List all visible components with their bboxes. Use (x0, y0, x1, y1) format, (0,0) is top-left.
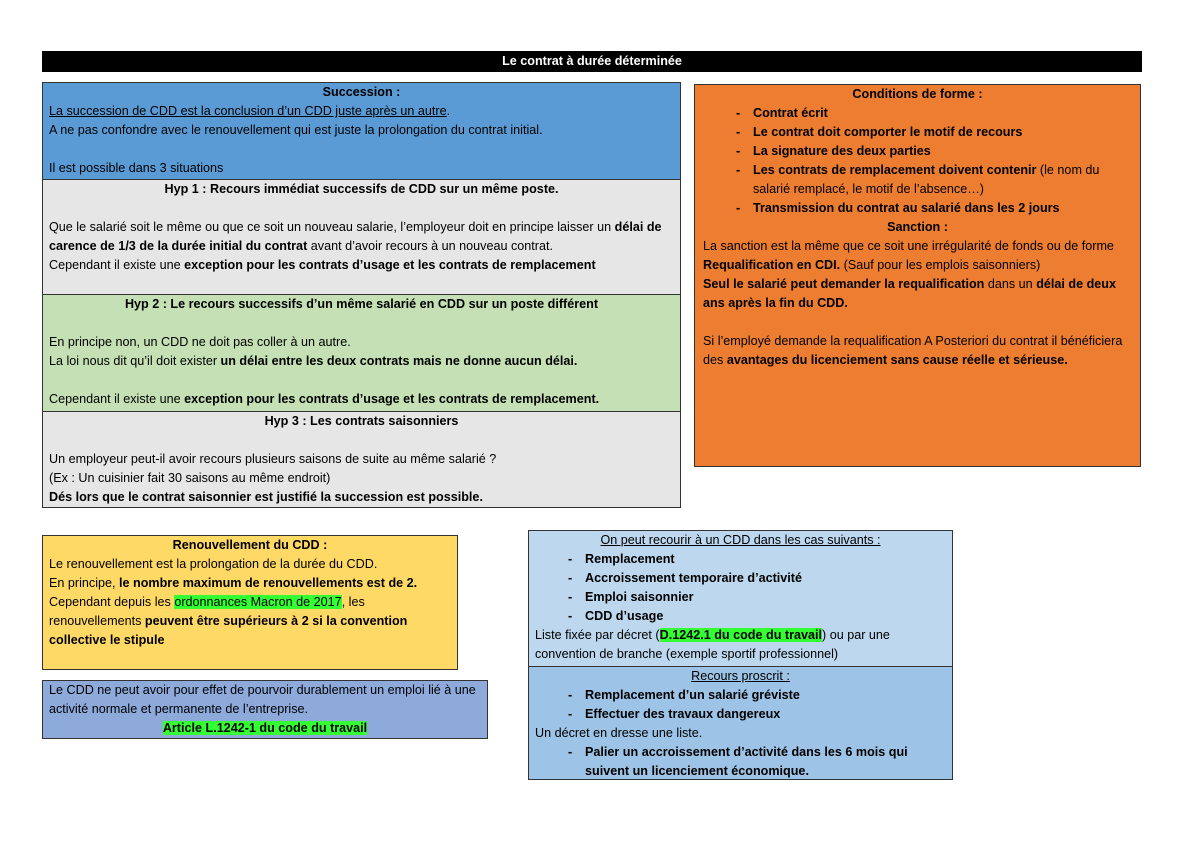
hyp1-section (42, 179, 681, 294)
conditions-list (703, 104, 1132, 218)
hyp3-question: Un employeur peut-il avoir recours plusieurs saisons de suite au même salarié ? (49, 452, 497, 466)
hyp2-exception (49, 390, 674, 409)
sanction-cdi: Requalification en CDI. (703, 258, 841, 272)
sanction-delay (703, 275, 1132, 313)
succession-definition (49, 102, 674, 121)
hyp1-text (49, 218, 674, 256)
renouvellement-exception-d: peuvent être supérieurs à 2 si la convention collective le stipule (49, 614, 408, 647)
page-title: Le contrat à durée déterminée (42, 51, 1142, 72)
cas-decret (535, 626, 946, 664)
sanction-posteriori-b: avantages du licenciement sans cause réelle et sérieuse. (726, 353, 1068, 367)
cas-decret-a: Liste fixée par décret ( (535, 628, 660, 642)
conditions-panel (694, 84, 1141, 467)
hyp3-heading: Hyp 3 : Les contrats saisonniers (264, 414, 459, 428)
hyp3-example: (Ex : Un cuisinier fait 30 saisons au même endroit) (49, 471, 331, 485)
renouvellement-principle-a: En principe, (49, 576, 120, 590)
list-item: - Contrat écrit (703, 104, 1132, 123)
sanction-requalification (703, 256, 1132, 275)
hyp1-text-a: Que le salarié soit le même ou que ce soit un nouveau salarie, l’employeur doit en principe laisser un (49, 220, 615, 234)
hyp2-law (49, 352, 674, 371)
hyp2-law-a: La loi nous dit qu’il doit exister (49, 354, 221, 368)
succession-heading: Succession : (322, 85, 401, 99)
cas-panel (528, 530, 953, 780)
succession-panel (42, 82, 681, 508)
list-item: - Palier un accroissement d’activité dans les 6 mois qui suivent un licenciement économique. (535, 743, 946, 781)
proscrit-decret: Un décret en dresse une liste. (535, 726, 703, 740)
sanction-text: La sanction est la même que ce soit une irrégularité de fonds ou de forme (703, 239, 1114, 253)
note-article: Article L.1242-1 du code du travail (162, 721, 368, 735)
sanction-posteriori-a: Si l’employé demande la requalification A Posteriori du contrat il bénéficiera des (703, 334, 1123, 367)
renouvellement-ordonnances: ordonnances Macron de 2017 (174, 595, 342, 609)
cas-list (535, 550, 946, 626)
succession-situations: Il est possible dans 3 situations (49, 161, 224, 175)
renouvellement-panel (42, 535, 458, 670)
list-item: - Effectuer des travaux dangereux (535, 705, 946, 724)
hyp2-heading: Hyp 2 : Le recours successifs d’un même salarié en CDD sur un poste différent (124, 297, 599, 311)
hyp1-exception-b: exception pour les contrats d’usage et les contrats de remplacement (184, 258, 596, 272)
list-item: - Accroissement temporaire d’activité (535, 569, 946, 588)
proscrit-list (535, 686, 946, 724)
succession-section (42, 82, 681, 179)
hyp3-conclusion: Dés lors que le contrat saisonnier est justifié la succession est possible. (49, 490, 483, 504)
sanction-delay-b: dans un (984, 277, 1037, 291)
conditions-heading: Conditions de forme : (852, 87, 983, 101)
note-article-line (49, 719, 481, 738)
hyp2-section (42, 294, 681, 411)
renouvellement-heading: Renouvellement du CDD : (172, 538, 328, 552)
hyp2-exception-a: Cependant il existe une (49, 392, 185, 406)
proscrit-heading: Recours proscrit : (691, 669, 790, 683)
hyp1-delai: délai de carence de 1/3 de la durée initial du contrat (49, 220, 662, 253)
list-item: - Le contrat doit comporter le motif de recours (703, 123, 1132, 142)
hyp2-law-b: un délai entre les deux contrats mais ne donne aucun délai. (220, 354, 578, 368)
sanction-delay-a: Seul le salarié peut demander la requalification (703, 277, 985, 291)
succession-definition-text: La succession de CDD est la conclusion d’un CDD juste après un autre (49, 104, 447, 118)
renouvellement-principle (49, 574, 451, 593)
succession-definition-period: . (446, 104, 451, 118)
list-item (703, 161, 1132, 199)
renouvellement-exception (49, 593, 451, 650)
hyp1-exception (49, 256, 674, 275)
hyp2-exception-b: exception pour les contrats d’usage et les contrats de remplacement. (184, 392, 600, 406)
renouvellement-principle-b: le nombre maximum de renouvellements est de 2. (119, 576, 418, 590)
hyp1-exception-a: Cependant il existe une (49, 258, 185, 272)
note-text: Le CDD ne peut avoir pour effet de pourvoir durablement un emploi lié à une activité normale et permanente de l’entreprise. (49, 683, 476, 716)
renouvellement-exception-a: Cependant depuis les (49, 595, 175, 609)
renouvellement-exception-c: , les renouvellements (49, 595, 365, 628)
note-panel (42, 680, 488, 739)
conditions-item4-detail: (le nom du salarié remplacé, le motif de l’absence…) (753, 163, 1100, 196)
list-item: - La signature des deux parties (703, 142, 1132, 161)
list-item: - Remplacement (535, 550, 946, 569)
proscrit-section (528, 666, 953, 780)
sanction-posteriori (703, 332, 1132, 370)
list-item: - Emploi saisonnier (535, 588, 946, 607)
succession-note: A ne pas confondre avec le renouvellement qui est juste la prolongation du contrat initial. (49, 123, 543, 137)
proscrit-list-2 (535, 743, 946, 781)
cas-heading: On peut recourir à un CDD dans les cas suivants : (600, 533, 881, 547)
cas-decret-c: ) ou par une convention de branche (exemple sportif professionnel) (535, 628, 890, 661)
renouvellement-definition: Le renouvellement est la prolongation de la durée du CDD. (49, 557, 378, 571)
conditions-item4-bold: Les contrats de remplacement doivent contenir (753, 163, 1037, 177)
list-item: - CDD d’usage (535, 607, 946, 626)
hyp3-section (42, 411, 681, 508)
hyp1-text-c: avant d’avoir recours à un nouveau contrat. (307, 239, 553, 253)
sanction-exception: (Sauf pour les emplois saisonniers) (840, 258, 1041, 272)
sanction-heading: Sanction : (887, 220, 948, 234)
cas-section (528, 530, 953, 666)
sanction-delay-c: délai de deux ans après la fin du CDD. (703, 277, 1116, 310)
hyp1-heading: Hyp 1 : Recours immédiat successifs de CDD sur un même poste. (164, 182, 559, 196)
list-item: - Transmission du contrat au salarié dans les 2 jours (703, 199, 1132, 218)
hyp2-principle: En principe non, un CDD ne doit pas coller à un autre. (49, 335, 351, 349)
list-item: - Remplacement d’un salarié gréviste (535, 686, 946, 705)
cas-decret-code: D.1242.1 du code du travail (659, 628, 822, 642)
